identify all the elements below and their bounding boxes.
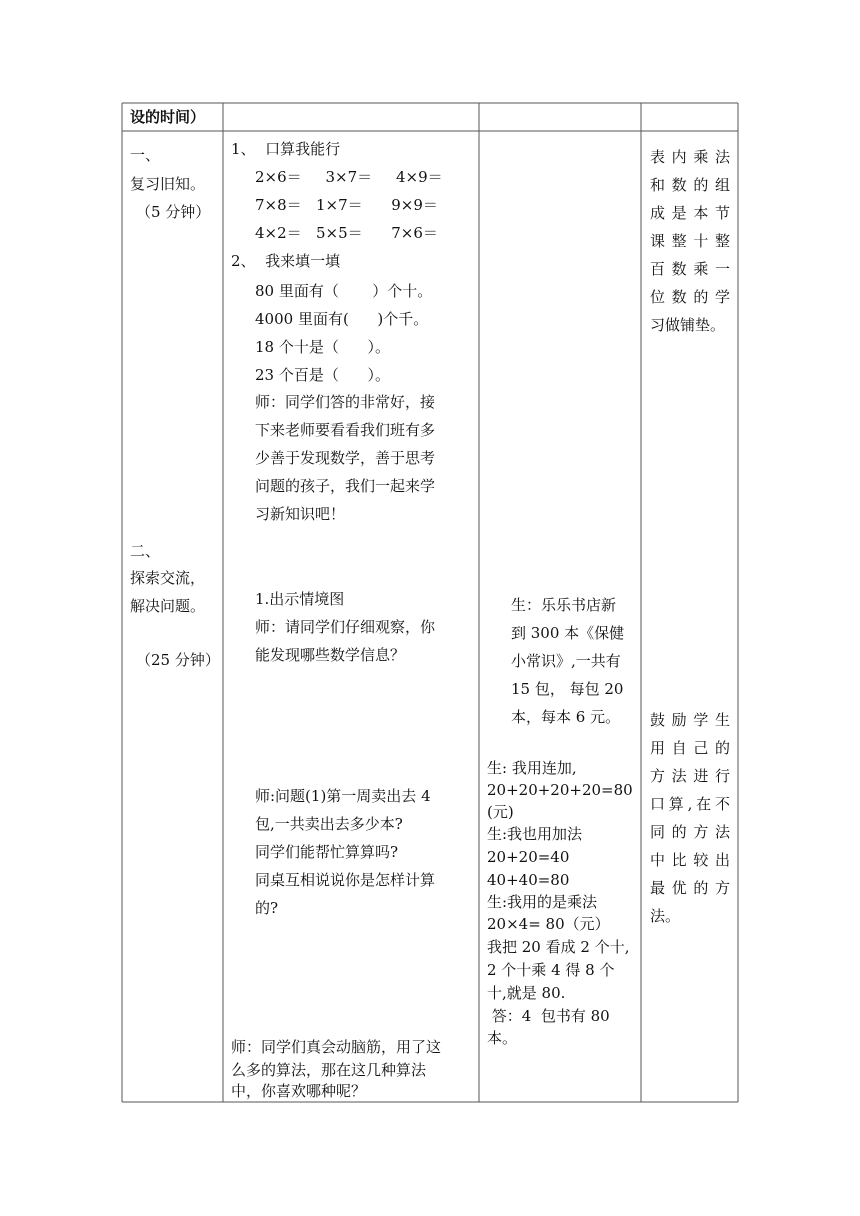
student-info-line: 小常识》,一共有 [511,652,621,670]
oral-calc-title: 1、 口算我能行 [231,140,341,158]
fill-in-title: 2、 我来填一填 [231,252,341,270]
time-header-cell: 设的时间） [130,108,206,126]
intent-line: 位数的学 [650,288,730,306]
stage2-name-line2: 解决问题。 [130,597,206,615]
problem-line: 同学们能帮忙算算吗? [255,843,399,861]
student-answer-line: 十,就是 80. [487,984,566,1002]
student-answer-line: 生:我也用加法 [487,825,583,843]
stage2-time: （25 分钟） [136,651,220,669]
student-answer-line: 40+40=80 [487,871,570,889]
intent-line: 成是本节 [650,204,730,222]
scene-line: 师：请同学们仔细观察，你 [255,618,436,636]
oral-calc-line: 2×6＝ 3×7＝ 4×9＝ [255,168,443,186]
intent-line: 口算,在不 [650,795,730,813]
student-answer-line: 本。 [487,1029,518,1047]
student-answer-line: 20+20=40 [487,848,570,866]
fill-in-line: 18 个十是（ ）。 [255,338,390,356]
transition-line: 问题的孩子，我们一起来学 [255,477,436,495]
oral-calc-line: 7×8＝ 1×7＝ 9×9＝ [255,196,438,214]
student-info-line: 到 300 本《保健 [511,624,625,642]
student-answer-line: 答：4 包书有 80 [487,1007,610,1025]
intent-line: 和数的组 [650,176,730,194]
student-answer-line: 20+20+20+20=80 [487,781,633,799]
summary-line: 师：同学们真会动脑筋，用了这 [231,1038,442,1056]
scene-line: 1.出示情境图 [255,590,345,608]
fill-in-line: 80 里面有（ ）个十。 [255,282,433,300]
student-info-line: 本，每本 6 元。 [511,708,621,726]
intent-line: 中比较出 [650,851,730,869]
student-answer-line: (元) [487,803,514,821]
intent-line: 同的方法 [650,823,730,841]
student-info-line: 生：乐乐书店新 [511,596,617,614]
student-answer-line: 生: 我用连加, [487,759,577,777]
student-answer-line: 我把 20 看成 2 个十, [487,938,630,956]
summary-line: 中，你喜欢哪种呢？ [231,1082,367,1100]
stage1-name: 复习旧知。 [130,175,206,193]
intent-line: 用自己的 [650,739,730,757]
transition-line: 少善于发现数学，善于思考 [255,449,436,467]
intent-line: 法。 [650,907,681,925]
intent-line: 鼓励学生 [650,711,730,729]
student-answer-line: 生:我用的是乘法 [487,893,598,911]
intent-line: 方法进行 [650,767,730,785]
transition-line: 下来老师要看看我们班有多 [255,421,436,439]
intent-line: 课整十整 [650,232,730,250]
fill-in-line: 4000 里面有( )个千。 [255,310,429,328]
stage1-time: （5 分钟） [136,203,211,221]
student-info-line: 15 包， 每包 20 [511,680,624,698]
transition-line: 师：同学们答的非常好，接 [255,393,436,411]
intent-line: 习做铺垫。 [650,316,726,334]
summary-line: 么多的算法，那在这几种算法 [231,1061,427,1079]
intent-line: 百数乘一 [650,260,730,278]
fill-in-line: 23 个百是（ ）。 [255,366,390,384]
oral-calc-line: 4×2＝ 5×5＝ 7×6＝ [255,224,438,242]
problem-line: 包,一共卖出去多少本? [255,815,403,833]
stage2-name-line1: 探索交流， [130,569,206,587]
stage2-number: 二、 [130,542,161,560]
intent-line: 表内乘法 [650,148,730,166]
student-answer-line: 20×4= 80（元） [487,915,610,933]
problem-line: 的? [255,899,279,917]
transition-line: 习新知识吧！ [255,505,346,523]
student-answer-line: 2 个十乘 4 得 8 个 [487,961,615,979]
stage1-number: 一、 [130,146,161,164]
intent-line: 最优的方 [650,879,730,897]
problem-line: 师:问题(1)第一周卖出去 4 [255,787,431,805]
problem-line: 同桌互相说说你是怎样计算 [255,871,436,889]
scene-line: 能发现哪些数学信息？ [255,646,406,664]
